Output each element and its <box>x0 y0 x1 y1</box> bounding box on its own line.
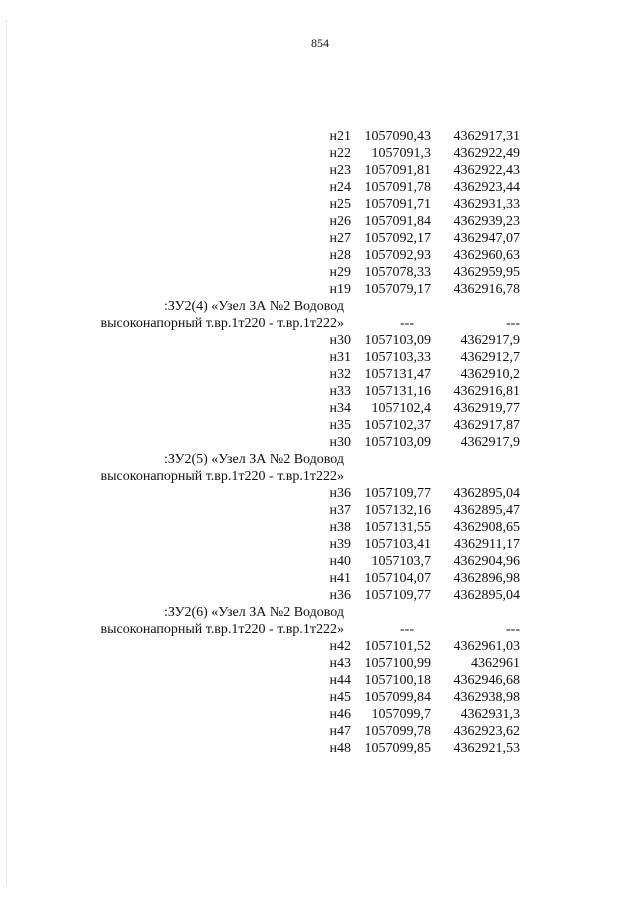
point-id: н21 <box>329 129 351 144</box>
point-id: н46 <box>329 707 351 722</box>
section-subtitle: высоконапорный т.вр.1т220 - т.вр.1т222» <box>100 469 344 484</box>
point-id: н22 <box>329 146 351 161</box>
point-id: н41 <box>329 571 351 586</box>
point-id: н19 <box>329 282 351 297</box>
point-id: н47 <box>329 724 351 739</box>
coordinate-row <box>40 536 520 553</box>
x-coordinate: 1057099,84 <box>364 690 431 705</box>
point-id: н39 <box>329 537 351 552</box>
x-coordinate: 1057090,43 <box>364 129 431 144</box>
x-coordinate: 1057091,81 <box>364 163 431 178</box>
x-coordinate: 1057131,55 <box>364 520 431 535</box>
y-coordinate: 4362938,98 <box>453 690 520 705</box>
section-title: :ЗУ2(6) «Узел ЗА №2 Водовод <box>164 605 344 620</box>
y-coordinate: 4362922,49 <box>453 146 520 161</box>
coordinate-row <box>40 196 520 213</box>
x-coordinate: 1057099,7 <box>371 707 431 722</box>
y-coordinate: 4362911,17 <box>454 537 520 552</box>
x-coordinate: 1057103,09 <box>364 435 431 450</box>
coordinate-row <box>40 383 520 400</box>
x-coordinate: 1057102,4 <box>371 401 431 416</box>
point-id: н33 <box>329 384 351 399</box>
y-coordinate: 4362916,78 <box>453 282 520 297</box>
y-coordinate: 4362912,7 <box>460 350 520 365</box>
section-title: :ЗУ2(5) «Узел ЗА №2 Водовод <box>164 452 344 467</box>
x-coordinate: 1057091,3 <box>371 146 431 161</box>
y-coordinate: 4362923,44 <box>453 180 520 195</box>
point-id: н23 <box>329 163 351 178</box>
y-coordinate: 4362961 <box>471 656 520 671</box>
x-coordinate: 1057100,99 <box>364 656 431 671</box>
coordinate-row <box>40 672 520 689</box>
point-id: н36 <box>329 486 351 501</box>
y-coordinate: 4362960,63 <box>453 248 520 263</box>
x-coordinate: 1057102,37 <box>364 418 431 433</box>
coordinate-row <box>40 281 520 298</box>
point-id: н28 <box>329 248 351 263</box>
coordinate-row <box>40 434 520 451</box>
x-coordinate: 1057131,16 <box>364 384 431 399</box>
coordinates-table <box>40 128 520 757</box>
y-coordinate: 4362931,33 <box>453 197 520 212</box>
y-coordinate: 4362947,07 <box>453 231 520 246</box>
x-coordinate: 1057092,17 <box>364 231 431 246</box>
x-coordinate: 1057079,17 <box>364 282 431 297</box>
point-id: н45 <box>329 690 351 705</box>
y-coordinate: 4362896,98 <box>453 571 520 586</box>
coordinate-row <box>40 689 520 706</box>
y-coordinate: 4362921,53 <box>453 741 520 756</box>
y-coordinate: 4362923,62 <box>453 724 520 739</box>
coordinate-row <box>40 349 520 366</box>
y-placeholder: --- <box>506 316 520 331</box>
point-id: н30 <box>329 333 351 348</box>
coordinate-row <box>40 366 520 383</box>
point-id: н25 <box>329 197 351 212</box>
y-coordinate: 4362916,81 <box>453 384 520 399</box>
y-coordinate: 4362917,9 <box>460 435 520 450</box>
x-coordinate: 1057103,7 <box>371 554 431 569</box>
point-id: н35 <box>329 418 351 433</box>
coordinate-row <box>40 213 520 230</box>
x-coordinate: 1057091,78 <box>364 180 431 195</box>
y-coordinate: 4362895,47 <box>453 503 520 518</box>
point-id: н36 <box>329 588 351 603</box>
y-coordinate: 4362908,65 <box>453 520 520 535</box>
coordinate-row <box>40 502 520 519</box>
point-id: н24 <box>329 180 351 195</box>
point-id: н29 <box>329 265 351 280</box>
y-coordinate: 4362895,04 <box>453 486 520 501</box>
section-subtitle: высоконапорный т.вр.1т220 - т.вр.1т222» <box>100 622 344 637</box>
coordinate-row <box>40 264 520 281</box>
coordinate-row <box>40 417 520 434</box>
point-id: н40 <box>329 554 351 569</box>
section-subheader <box>40 621 520 638</box>
y-coordinate: 4362917,31 <box>453 129 520 144</box>
x-coordinate: 1057091,84 <box>364 214 431 229</box>
y-coordinate: 4362917,87 <box>453 418 520 433</box>
coordinate-row <box>40 553 520 570</box>
point-id: н32 <box>329 367 351 382</box>
point-id: н44 <box>329 673 351 688</box>
coordinate-row <box>40 519 520 536</box>
section-header <box>40 604 520 621</box>
y-coordinate: 4362931,3 <box>460 707 520 722</box>
section-subtitle: высоконапорный т.вр.1т220 - т.вр.1т222» <box>100 316 344 331</box>
x-coordinate: 1057100,18 <box>364 673 431 688</box>
section-subheader <box>40 468 520 485</box>
coordinate-row <box>40 723 520 740</box>
coordinate-row <box>40 179 520 196</box>
point-id: н26 <box>329 214 351 229</box>
x-coordinate: 1057109,77 <box>364 588 431 603</box>
point-id: н34 <box>329 401 351 416</box>
coordinate-row <box>40 145 520 162</box>
point-id: н42 <box>329 639 351 654</box>
coordinate-row <box>40 570 520 587</box>
coordinate-row <box>40 638 520 655</box>
x-coordinate: 1057099,78 <box>364 724 431 739</box>
y-coordinate: 4362961,03 <box>453 639 520 654</box>
x-coordinate: 1057103,33 <box>364 350 431 365</box>
y-placeholder: --- <box>506 622 520 637</box>
y-coordinate: 4362895,04 <box>453 588 520 603</box>
x-coordinate: 1057092,93 <box>364 248 431 263</box>
coordinate-row <box>40 128 520 145</box>
x-coordinate: 1057099,85 <box>364 741 431 756</box>
coordinate-row <box>40 230 520 247</box>
coordinate-row <box>40 655 520 672</box>
coordinate-row <box>40 587 520 604</box>
x-coordinate: 1057103,09 <box>364 333 431 348</box>
coordinate-row <box>40 485 520 502</box>
coordinate-row <box>40 400 520 417</box>
y-coordinate: 4362917,9 <box>460 333 520 348</box>
section-header <box>40 298 520 315</box>
coordinate-row <box>40 740 520 757</box>
y-coordinate: 4362939,23 <box>453 214 520 229</box>
point-id: н38 <box>329 520 351 535</box>
coordinate-row <box>40 162 520 179</box>
x-coordinate: 1057103,41 <box>364 537 431 552</box>
coordinate-row <box>40 706 520 723</box>
y-coordinate: 4362919,77 <box>453 401 520 416</box>
point-id: н43 <box>329 656 351 671</box>
x-coordinate: 1057131,47 <box>364 367 431 382</box>
point-id: н30 <box>329 435 351 450</box>
y-coordinate: 4362922,43 <box>453 163 520 178</box>
page-number: 854 <box>311 36 329 50</box>
point-id: н31 <box>329 350 351 365</box>
section-subheader <box>40 315 520 332</box>
y-coordinate: 4362959,95 <box>453 265 520 280</box>
x-placeholder: --- <box>400 316 414 331</box>
section-title: :ЗУ2(4) «Узел ЗА №2 Водовод <box>164 299 344 314</box>
point-id: н37 <box>329 503 351 518</box>
x-coordinate: 1057078,33 <box>364 265 431 280</box>
x-coordinate: 1057091,71 <box>364 197 431 212</box>
x-placeholder: --- <box>400 622 414 637</box>
coordinate-row <box>40 332 520 349</box>
x-coordinate: 1057104,07 <box>364 571 431 586</box>
point-id: н27 <box>329 231 351 246</box>
section-header <box>40 451 520 468</box>
y-coordinate: 4362910,2 <box>460 367 520 382</box>
x-coordinate: 1057109,77 <box>364 486 431 501</box>
x-coordinate: 1057101,52 <box>364 639 431 654</box>
page-edge-line <box>6 20 7 885</box>
y-coordinate: 4362946,68 <box>453 673 520 688</box>
x-coordinate: 1057132,16 <box>364 503 431 518</box>
coordinate-row <box>40 247 520 264</box>
y-coordinate: 4362904,96 <box>453 554 520 569</box>
point-id: н48 <box>329 741 351 756</box>
